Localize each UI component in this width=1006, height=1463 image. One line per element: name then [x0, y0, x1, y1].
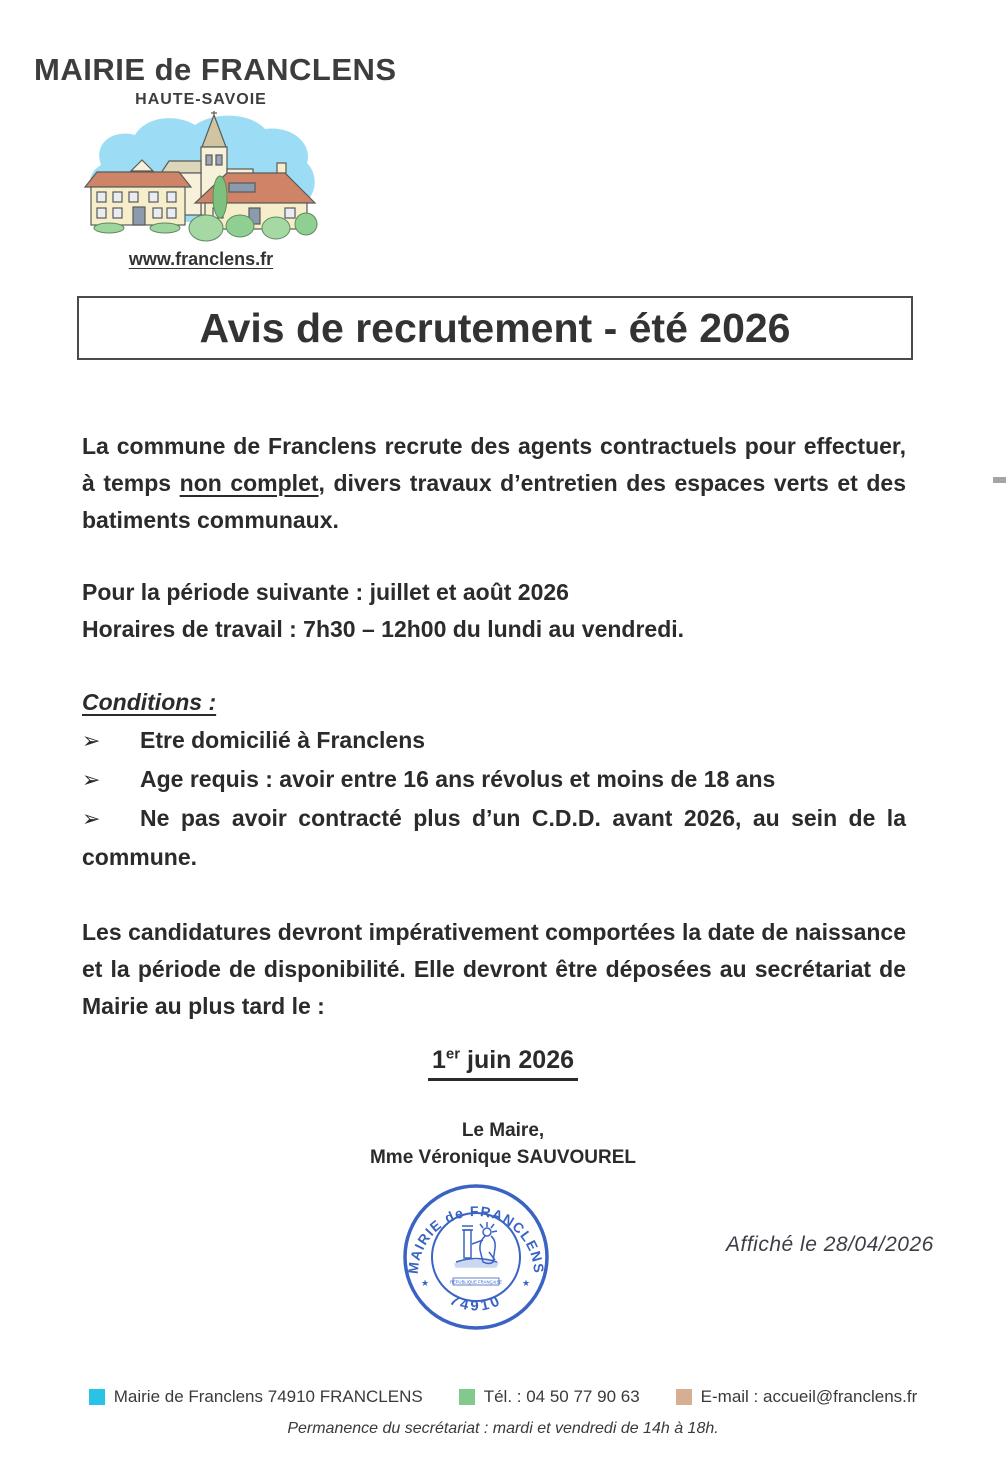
posted-date: Affiché le 28/04/2026: [726, 1233, 934, 1256]
seal-bottom-text: 74910: [447, 1291, 505, 1315]
applications-paragraph: Les candidatures devront impérativement comportées la date de naissance et la période de disponibilité. Elle devront être déposées au secrétariat de Mairie au plus tard le :: [82, 919, 906, 1019]
intro-paragraph: [82, 428, 906, 539]
title-box: [77, 296, 913, 360]
condition-item: ➢ Age requis : avoir entre 16 ans révolus et moins de 18 ans: [82, 760, 906, 799]
region-name: HAUTE-SAVOIE: [135, 91, 267, 108]
schedule-block: [82, 574, 906, 648]
website-link: www.franclens.fr: [128, 249, 274, 269]
deadline-date: 1er juin 2026: [428, 1046, 578, 1081]
intro-text-after: , divers travaux d’entretien des espaces verts et des batiments communaux.: [82, 470, 906, 533]
condition-item: ➢ Ne pas avoir contracté plus d’un C.D.D. avant 2026, au sein de la commune.: [82, 799, 906, 876]
footer-item-phone: Tél. : 04 50 77 90 63: [459, 1387, 640, 1407]
signature-block: [0, 1117, 1006, 1171]
arrow-bullet-icon: ➢: [82, 728, 101, 753]
svg-text:74910: [447, 1292, 505, 1315]
intro-text-underlined: non complet: [179, 470, 319, 496]
scan-artifact: [993, 477, 1006, 483]
tan-square-icon: [676, 1389, 692, 1405]
footer-contact-row: [0, 1387, 1006, 1407]
village-illustration: [79, 111, 323, 247]
seal-star-right: ★: [522, 1278, 531, 1288]
conditions-list: [82, 721, 906, 876]
hours-line: Horaires de travail : 7h30 – 12h00 du lundi au vendredi.: [82, 616, 685, 642]
arrow-bullet-icon: ➢: [82, 767, 101, 792]
deadline-wrap: [0, 1046, 1006, 1081]
org-name: MAIRIE de FRANCLENS: [34, 52, 397, 87]
green-square-icon: [459, 1389, 475, 1405]
notice-title: Avis de recrutement - été 2026: [199, 305, 791, 351]
marianne-emblem-icon: [455, 1222, 498, 1267]
conditions-heading: Conditions :: [82, 689, 217, 715]
signature-name: Mme Véronique SAUVOUREL: [369, 1147, 637, 1168]
cyan-square-icon: [89, 1389, 105, 1405]
seal-top-text: MAIRIE de FRANCLENS: [404, 1202, 548, 1275]
permanence-note: Permanence du secrétariat : mardi et vendredi de 14h à 18h.: [287, 1420, 719, 1437]
seal-star-left: ★: [421, 1278, 430, 1288]
municipal-seal: [401, 1182, 551, 1332]
commune-logo-block: [34, 52, 397, 270]
condition-item: ➢ Etre domicilié à Franclens: [82, 721, 906, 760]
arrow-bullet-icon: ➢: [82, 806, 101, 831]
intro-text-before: La commune de Franclens recrute des agents contractuels pour effectuer, à temps: [82, 433, 906, 496]
period-line: Pour la période suivante : juillet et août 2026: [82, 579, 569, 605]
footer-item-email: E-mail : accueil@franclens.fr: [676, 1387, 918, 1407]
footer-item-address: Mairie de Franclens 74910 FRANCLENS: [89, 1387, 423, 1407]
seal-inner-text: RÉPUBLIQUE FRANÇAISE: [449, 1279, 503, 1285]
signature-role: Le Maire,: [461, 1120, 545, 1141]
